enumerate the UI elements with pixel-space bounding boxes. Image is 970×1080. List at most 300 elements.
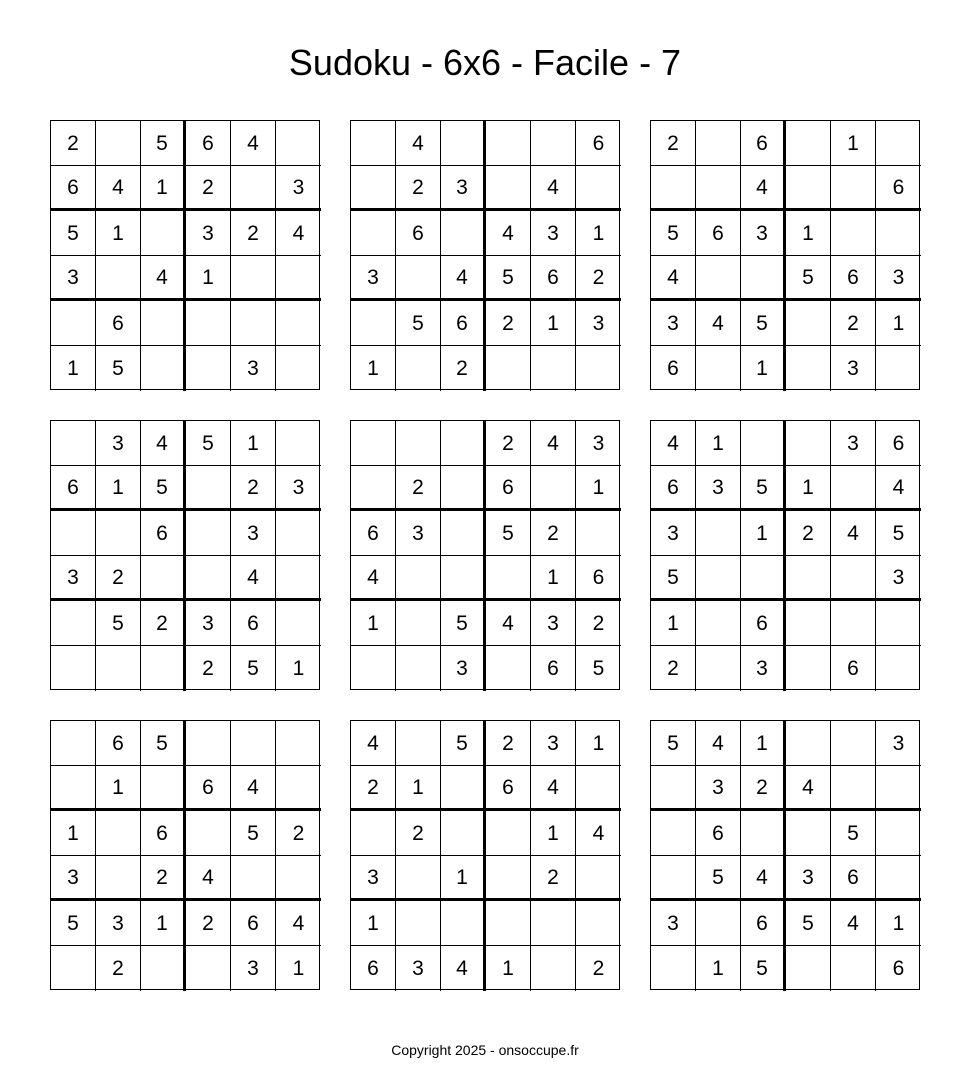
empty-cell[interactable]	[351, 646, 396, 691]
given-cell[interactable]: 5	[51, 901, 96, 946]
given-cell[interactable]: 1	[531, 301, 576, 346]
given-cell[interactable]: 1	[576, 466, 621, 511]
given-cell[interactable]: 4	[486, 601, 531, 646]
empty-cell[interactable]	[486, 166, 531, 211]
empty-cell[interactable]	[231, 301, 276, 346]
given-cell[interactable]: 4	[351, 556, 396, 601]
given-cell[interactable]: 2	[441, 346, 486, 391]
given-cell[interactable]: 4	[531, 766, 576, 811]
empty-cell[interactable]	[231, 166, 276, 211]
empty-cell[interactable]	[96, 811, 141, 856]
given-cell[interactable]: 3	[396, 946, 441, 991]
empty-cell[interactable]	[876, 211, 921, 256]
given-cell[interactable]: 3	[786, 856, 831, 901]
given-cell[interactable]: 6	[876, 421, 921, 466]
empty-cell[interactable]	[786, 646, 831, 691]
given-cell[interactable]: 4	[576, 811, 621, 856]
empty-cell[interactable]	[141, 766, 186, 811]
given-cell[interactable]: 6	[231, 601, 276, 646]
empty-cell[interactable]	[186, 946, 231, 991]
empty-cell[interactable]	[831, 766, 876, 811]
given-cell[interactable]: 4	[876, 466, 921, 511]
given-cell[interactable]: 2	[396, 166, 441, 211]
given-cell[interactable]: 5	[741, 466, 786, 511]
given-cell[interactable]: 4	[141, 421, 186, 466]
given-cell[interactable]: 4	[141, 256, 186, 301]
given-cell[interactable]: 1	[876, 901, 921, 946]
given-cell[interactable]: 3	[96, 421, 141, 466]
empty-cell[interactable]	[741, 811, 786, 856]
given-cell[interactable]: 1	[186, 256, 231, 301]
given-cell[interactable]: 6	[186, 766, 231, 811]
empty-cell[interactable]	[876, 811, 921, 856]
given-cell[interactable]: 2	[651, 121, 696, 166]
given-cell[interactable]: 1	[292, 957, 305, 980]
given-cell[interactable]: 1	[292, 657, 305, 680]
given-cell[interactable]: 2	[96, 946, 141, 991]
given-cell[interactable]: 2	[592, 957, 605, 980]
given-cell[interactable]: 4	[486, 211, 531, 256]
given-cell[interactable]: 6	[351, 511, 396, 556]
empty-cell[interactable]	[696, 556, 741, 601]
given-cell[interactable]: 1	[96, 466, 141, 511]
empty-cell[interactable]	[186, 301, 231, 346]
empty-cell[interactable]	[831, 946, 876, 991]
given-cell[interactable]: 6	[831, 646, 876, 691]
given-cell[interactable]: 5	[696, 856, 741, 901]
given-cell[interactable]: 3	[231, 946, 276, 991]
given-cell[interactable]: 4	[651, 421, 696, 466]
empty-cell[interactable]	[531, 121, 576, 166]
given-cell[interactable]: 6	[141, 811, 186, 856]
empty-cell[interactable]	[876, 121, 921, 166]
empty-cell[interactable]	[441, 466, 486, 511]
empty-cell[interactable]	[141, 211, 186, 256]
given-cell[interactable]: 2	[186, 901, 231, 946]
given-cell[interactable]: 3	[96, 901, 141, 946]
given-cell[interactable]: 3	[51, 856, 96, 901]
empty-cell[interactable]	[396, 601, 441, 646]
given-cell[interactable]: 2	[51, 121, 96, 166]
given-cell[interactable]: 6	[186, 121, 231, 166]
given-cell[interactable]: 3	[576, 421, 621, 466]
given-cell[interactable]: 4	[741, 856, 786, 901]
empty-cell[interactable]	[786, 721, 831, 766]
given-cell[interactable]: 1	[786, 466, 831, 511]
given-cell[interactable]: 3	[276, 466, 321, 511]
given-cell[interactable]: 3	[51, 256, 96, 301]
empty-cell[interactable]	[441, 511, 486, 556]
given-cell[interactable]: 3	[876, 721, 921, 766]
given-cell[interactable]: 4	[231, 121, 276, 166]
given-cell[interactable]: 1	[696, 421, 741, 466]
empty-cell[interactable]	[276, 766, 321, 811]
given-cell[interactable]: 1	[531, 811, 576, 856]
given-cell[interactable]: 6	[441, 301, 486, 346]
empty-cell[interactable]	[696, 901, 741, 946]
empty-cell[interactable]	[531, 901, 576, 946]
given-cell[interactable]: 4	[531, 166, 576, 211]
given-cell[interactable]: 4	[186, 856, 231, 901]
given-cell[interactable]: 3	[876, 556, 921, 601]
given-cell[interactable]: 4	[831, 511, 876, 556]
empty-cell[interactable]	[51, 601, 96, 646]
given-cell[interactable]: 3	[351, 856, 396, 901]
given-cell[interactable]: 6	[231, 901, 276, 946]
empty-cell[interactable]	[786, 556, 831, 601]
given-cell[interactable]: 5	[186, 421, 231, 466]
given-cell[interactable]: 5	[96, 601, 141, 646]
given-cell[interactable]: 1	[741, 346, 786, 391]
given-cell[interactable]: 1	[531, 556, 576, 601]
given-cell[interactable]: 2	[141, 856, 186, 901]
empty-cell[interactable]	[276, 511, 321, 556]
given-cell[interactable]: 3	[651, 511, 696, 556]
given-cell[interactable]: 3	[831, 346, 876, 391]
empty-cell[interactable]	[51, 946, 96, 991]
empty-cell[interactable]	[576, 856, 621, 901]
empty-cell[interactable]	[276, 721, 321, 766]
empty-cell[interactable]	[396, 646, 441, 691]
empty-cell[interactable]	[51, 511, 96, 556]
empty-cell[interactable]	[96, 121, 141, 166]
given-cell[interactable]: 5	[441, 721, 486, 766]
given-cell[interactable]: 3	[531, 601, 576, 646]
empty-cell[interactable]	[486, 121, 531, 166]
empty-cell[interactable]	[486, 556, 531, 601]
given-cell[interactable]: 1	[231, 421, 276, 466]
given-cell[interactable]: 4	[231, 766, 276, 811]
given-cell[interactable]: 5	[592, 657, 605, 680]
empty-cell[interactable]	[186, 346, 231, 391]
given-cell[interactable]: 4	[96, 166, 141, 211]
empty-cell[interactable]	[51, 421, 96, 466]
empty-cell[interactable]	[486, 901, 531, 946]
empty-cell[interactable]	[696, 166, 741, 211]
given-cell[interactable]: 6	[892, 957, 905, 980]
empty-cell[interactable]	[786, 421, 831, 466]
empty-cell[interactable]	[486, 646, 531, 691]
given-cell[interactable]: 2	[351, 766, 396, 811]
empty-cell[interactable]	[351, 421, 396, 466]
given-cell[interactable]: 2	[186, 646, 231, 691]
empty-cell[interactable]	[696, 346, 741, 391]
empty-cell[interactable]	[351, 466, 396, 511]
empty-cell[interactable]	[576, 511, 621, 556]
given-cell[interactable]: 6	[96, 721, 141, 766]
empty-cell[interactable]	[51, 301, 96, 346]
given-cell[interactable]: 5	[141, 121, 186, 166]
given-cell[interactable]: 1	[696, 946, 741, 991]
given-cell[interactable]: 6	[486, 766, 531, 811]
empty-cell[interactable]	[651, 166, 696, 211]
empty-cell[interactable]	[741, 556, 786, 601]
empty-cell[interactable]	[276, 601, 321, 646]
empty-cell[interactable]	[876, 601, 921, 646]
empty-cell[interactable]	[186, 511, 231, 556]
empty-cell[interactable]	[576, 901, 621, 946]
given-cell[interactable]: 6	[651, 346, 696, 391]
given-cell[interactable]: 2	[231, 466, 276, 511]
given-cell[interactable]: 3	[696, 766, 741, 811]
given-cell[interactable]: 6	[741, 601, 786, 646]
empty-cell[interactable]	[396, 421, 441, 466]
given-cell[interactable]: 1	[741, 511, 786, 556]
empty-cell[interactable]	[186, 721, 231, 766]
given-cell[interactable]: 4	[276, 211, 321, 256]
given-cell[interactable]: 3	[186, 211, 231, 256]
empty-cell[interactable]	[186, 556, 231, 601]
empty-cell[interactable]	[396, 901, 441, 946]
given-cell[interactable]: 2	[486, 301, 531, 346]
empty-cell[interactable]	[876, 646, 921, 691]
empty-cell[interactable]	[351, 121, 396, 166]
given-cell[interactable]: 5	[96, 346, 141, 391]
given-cell[interactable]: 2	[531, 511, 576, 556]
empty-cell[interactable]	[96, 256, 141, 301]
empty-cell[interactable]	[486, 856, 531, 901]
empty-cell[interactable]	[441, 421, 486, 466]
empty-cell[interactable]	[51, 766, 96, 811]
given-cell[interactable]: 4	[741, 166, 786, 211]
given-cell[interactable]: 4	[651, 256, 696, 301]
empty-cell[interactable]	[276, 256, 321, 301]
given-cell[interactable]: 4	[441, 256, 486, 301]
empty-cell[interactable]	[441, 121, 486, 166]
given-cell[interactable]: 1	[51, 811, 96, 856]
empty-cell[interactable]	[831, 556, 876, 601]
empty-cell[interactable]	[441, 556, 486, 601]
empty-cell[interactable]	[396, 856, 441, 901]
empty-cell[interactable]	[396, 721, 441, 766]
given-cell[interactable]: 6	[141, 511, 186, 556]
empty-cell[interactable]	[651, 946, 696, 991]
empty-cell[interactable]	[651, 766, 696, 811]
given-cell[interactable]: 5	[141, 466, 186, 511]
empty-cell[interactable]	[786, 121, 831, 166]
given-cell[interactable]: 5	[651, 556, 696, 601]
given-cell[interactable]: 4	[351, 721, 396, 766]
empty-cell[interactable]	[186, 466, 231, 511]
empty-cell[interactable]	[96, 646, 141, 691]
given-cell[interactable]: 3	[531, 211, 576, 256]
given-cell[interactable]: 6	[831, 256, 876, 301]
given-cell[interactable]: 1	[876, 301, 921, 346]
given-cell[interactable]: 1	[96, 766, 141, 811]
given-cell[interactable]: 1	[351, 346, 396, 391]
given-cell[interactable]: 3	[441, 646, 486, 691]
empty-cell[interactable]	[96, 856, 141, 901]
empty-cell[interactable]	[576, 166, 621, 211]
given-cell[interactable]: 5	[231, 811, 276, 856]
empty-cell[interactable]	[276, 301, 321, 346]
given-cell[interactable]: 3	[351, 256, 396, 301]
given-cell[interactable]: 5	[741, 946, 786, 991]
given-cell[interactable]: 6	[741, 121, 786, 166]
empty-cell[interactable]	[741, 256, 786, 301]
given-cell[interactable]: 5	[486, 511, 531, 556]
empty-cell[interactable]	[876, 856, 921, 901]
empty-cell[interactable]	[696, 646, 741, 691]
given-cell[interactable]: 2	[576, 601, 621, 646]
given-cell[interactable]: 6	[831, 856, 876, 901]
given-cell[interactable]: 5	[651, 211, 696, 256]
given-cell[interactable]: 6	[396, 211, 441, 256]
given-cell[interactable]: 4	[231, 556, 276, 601]
given-cell[interactable]: 1	[651, 601, 696, 646]
empty-cell[interactable]	[786, 301, 831, 346]
given-cell[interactable]: 2	[831, 301, 876, 346]
given-cell[interactable]: 3	[441, 166, 486, 211]
given-cell[interactable]: 1	[396, 766, 441, 811]
given-cell[interactable]: 2	[576, 256, 621, 301]
given-cell[interactable]: 5	[786, 901, 831, 946]
empty-cell[interactable]	[651, 811, 696, 856]
empty-cell[interactable]	[276, 556, 321, 601]
given-cell[interactable]: 6	[576, 121, 621, 166]
empty-cell[interactable]	[696, 121, 741, 166]
given-cell[interactable]: 6	[51, 466, 96, 511]
given-cell[interactable]: 3	[276, 166, 321, 211]
empty-cell[interactable]	[396, 346, 441, 391]
empty-cell[interactable]	[276, 346, 321, 391]
empty-cell[interactable]	[351, 811, 396, 856]
empty-cell[interactable]	[786, 811, 831, 856]
given-cell[interactable]: 1	[576, 721, 621, 766]
given-cell[interactable]: 3	[741, 211, 786, 256]
given-cell[interactable]: 3	[651, 901, 696, 946]
given-cell[interactable]: 6	[651, 466, 696, 511]
empty-cell[interactable]	[186, 811, 231, 856]
empty-cell[interactable]	[276, 121, 321, 166]
given-cell[interactable]: 3	[831, 421, 876, 466]
empty-cell[interactable]	[141, 301, 186, 346]
given-cell[interactable]: 2	[486, 421, 531, 466]
empty-cell[interactable]	[531, 346, 576, 391]
given-cell[interactable]: 3	[51, 556, 96, 601]
given-cell[interactable]: 3	[576, 301, 621, 346]
given-cell[interactable]: 6	[51, 166, 96, 211]
empty-cell[interactable]	[576, 766, 621, 811]
given-cell[interactable]: 6	[531, 646, 576, 691]
given-cell[interactable]: 4	[441, 946, 486, 991]
empty-cell[interactable]	[141, 946, 186, 991]
given-cell[interactable]: 1	[351, 601, 396, 646]
given-cell[interactable]: 6	[486, 466, 531, 511]
empty-cell[interactable]	[51, 721, 96, 766]
empty-cell[interactable]	[441, 766, 486, 811]
given-cell[interactable]: 1	[741, 721, 786, 766]
empty-cell[interactable]	[831, 466, 876, 511]
given-cell[interactable]: 3	[651, 301, 696, 346]
given-cell[interactable]: 2	[486, 721, 531, 766]
empty-cell[interactable]	[441, 901, 486, 946]
given-cell[interactable]: 2	[786, 511, 831, 556]
given-cell[interactable]: 1	[141, 166, 186, 211]
empty-cell[interactable]	[696, 256, 741, 301]
empty-cell[interactable]	[696, 511, 741, 556]
empty-cell[interactable]	[351, 166, 396, 211]
given-cell[interactable]: 6	[696, 211, 741, 256]
given-cell[interactable]: 3	[696, 466, 741, 511]
empty-cell[interactable]	[576, 346, 621, 391]
empty-cell[interactable]	[396, 556, 441, 601]
given-cell[interactable]: 1	[831, 121, 876, 166]
given-cell[interactable]: 2	[276, 811, 321, 856]
empty-cell[interactable]	[876, 766, 921, 811]
given-cell[interactable]: 5	[651, 721, 696, 766]
empty-cell[interactable]	[231, 721, 276, 766]
given-cell[interactable]: 1	[441, 856, 486, 901]
empty-cell[interactable]	[831, 166, 876, 211]
given-cell[interactable]: 1	[486, 946, 531, 991]
given-cell[interactable]: 2	[531, 856, 576, 901]
given-cell[interactable]: 6	[96, 301, 141, 346]
given-cell[interactable]: 5	[831, 811, 876, 856]
empty-cell[interactable]	[741, 421, 786, 466]
given-cell[interactable]: 1	[351, 901, 396, 946]
given-cell[interactable]: 2	[396, 811, 441, 856]
given-cell[interactable]: 5	[876, 511, 921, 556]
given-cell[interactable]: 2	[741, 766, 786, 811]
given-cell[interactable]: 6	[351, 946, 396, 991]
empty-cell[interactable]	[276, 421, 321, 466]
empty-cell[interactable]	[651, 856, 696, 901]
given-cell[interactable]: 3	[531, 721, 576, 766]
given-cell[interactable]: 1	[51, 346, 96, 391]
given-cell[interactable]: 3	[186, 601, 231, 646]
empty-cell[interactable]	[831, 211, 876, 256]
given-cell[interactable]: 2	[396, 466, 441, 511]
given-cell[interactable]: 5	[141, 721, 186, 766]
given-cell[interactable]: 2	[141, 601, 186, 646]
given-cell[interactable]: 2	[651, 646, 696, 691]
given-cell[interactable]: 5	[51, 211, 96, 256]
empty-cell[interactable]	[831, 601, 876, 646]
empty-cell[interactable]	[231, 856, 276, 901]
given-cell[interactable]: 6	[531, 256, 576, 301]
given-cell[interactable]: 3	[231, 511, 276, 556]
empty-cell[interactable]	[786, 601, 831, 646]
empty-cell[interactable]	[786, 346, 831, 391]
empty-cell[interactable]	[351, 301, 396, 346]
empty-cell[interactable]	[441, 811, 486, 856]
given-cell[interactable]: 4	[276, 901, 321, 946]
empty-cell[interactable]	[231, 256, 276, 301]
given-cell[interactable]: 2	[186, 166, 231, 211]
empty-cell[interactable]	[486, 346, 531, 391]
given-cell[interactable]: 6	[876, 166, 921, 211]
given-cell[interactable]: 5	[786, 256, 831, 301]
empty-cell[interactable]	[96, 511, 141, 556]
empty-cell[interactable]	[786, 166, 831, 211]
given-cell[interactable]: 2	[96, 556, 141, 601]
given-cell[interactable]: 3	[876, 256, 921, 301]
given-cell[interactable]: 1	[141, 901, 186, 946]
empty-cell[interactable]	[51, 646, 96, 691]
given-cell[interactable]: 2	[231, 211, 276, 256]
empty-cell[interactable]	[351, 211, 396, 256]
empty-cell[interactable]	[141, 646, 186, 691]
given-cell[interactable]: 4	[396, 121, 441, 166]
given-cell[interactable]: 5	[486, 256, 531, 301]
empty-cell[interactable]	[786, 946, 831, 991]
empty-cell[interactable]	[396, 256, 441, 301]
empty-cell[interactable]	[876, 346, 921, 391]
given-cell[interactable]: 4	[696, 721, 741, 766]
given-cell[interactable]: 1	[786, 211, 831, 256]
given-cell[interactable]: 6	[741, 901, 786, 946]
